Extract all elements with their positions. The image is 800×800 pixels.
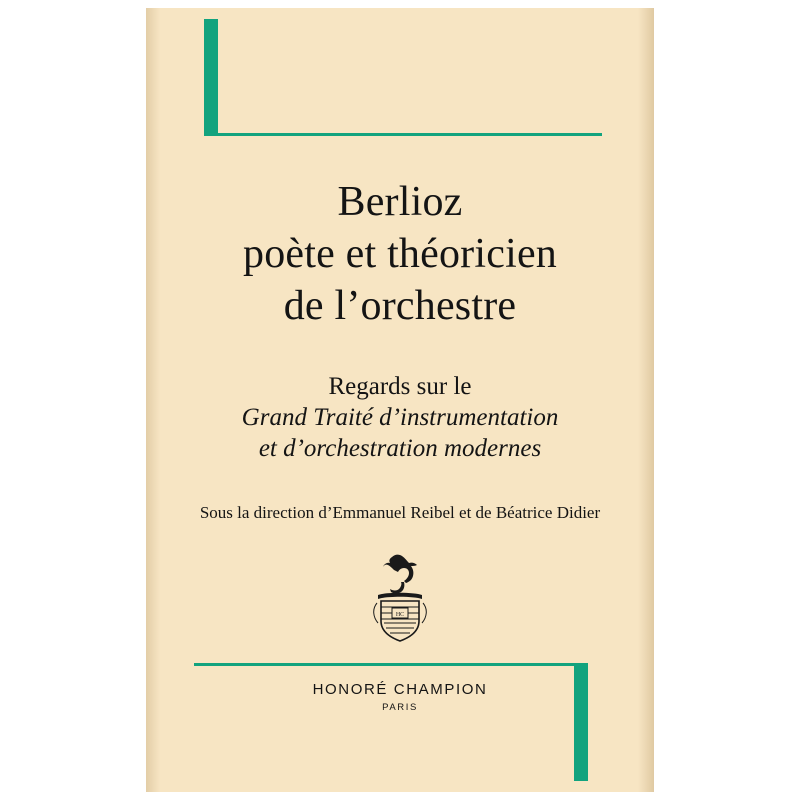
book-subtitle: [146, 371, 654, 464]
title-line-2: poète et théoricien: [243, 231, 557, 277]
honore-champion-crest-icon: [364, 551, 436, 643]
subtitle-line-2: Grand Traité d’instrumentation: [241, 404, 559, 431]
svg-text:HC: HC: [395, 612, 405, 618]
top-accent-vertical-rule: [204, 19, 218, 136]
publisher-city: PARIS: [382, 702, 418, 713]
subtitle-line-1: Regards sur le: [328, 373, 472, 400]
title-line-1: Berlioz: [337, 179, 463, 225]
title-line-3: de l’orchestre: [283, 283, 517, 329]
top-accent-horizontal-rule: [204, 133, 602, 136]
bottom-accent-horizontal-rule: [194, 663, 586, 666]
publisher-name: HONORÉ CHAMPION: [312, 681, 488, 698]
subtitle-line-3: et d’orchestration modernes: [258, 435, 542, 462]
book-editors: Sous la direction d’Emmanuel Reibel et de Béatrice Didier: [199, 503, 601, 522]
book-title: [146, 176, 654, 332]
book-cover: [146, 8, 654, 792]
